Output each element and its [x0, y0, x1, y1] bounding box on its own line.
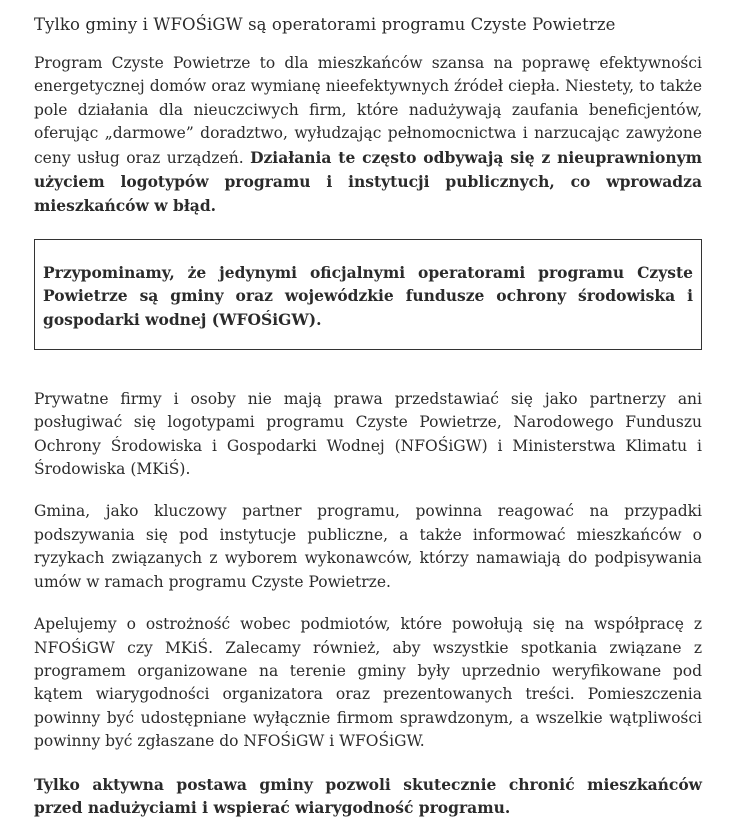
private-firms-paragraph: Prywatne firmy i osoby nie mają prawa przedstawiać się jako partnerzy ani posługiwać się logotypami programu Czyste Powietrze, Narodowego Funduszu Ochrony Środowiska i Gospodarki Wodnej (NFOŚiGW) i Ministerstwa Klimatu i Środowiska (MKiŚ). — [34, 389, 702, 479]
intro-paragraph-text: Program Czyste Powietrze to dla mieszkańców szansa na poprawę efektywności energetycznej domów oraz wymianę nieefektywnych źródeł ciepła. Niestety, to także pole działania dla nieuczciwych firm, które nadużywają zaufania beneficjentów, oferując „darmowe” doradztwo, wyłudzając pełnomocnictwa i narzucając zawyżone ceny usług oraz urządzeń. — [34, 54, 702, 167]
caution-appeal-paragraph: Apelujemy o ostrożność wobec podmiotów, które powołują się na współpracę z NFOŚiGW czy MKiŚ. Zalecamy również, aby wszystkie spotkania związane z programem organizowane na terenie gminy były uprzednio weryfikowane pod kątem wiarygodności organizatora oraz prezentowanych treści. Pomieszczenia powinny być udostępniane wyłącznie firmom sprawdzonym, a wszelkie wątpliwości powinny być zgłaszane do NFOŚiGW i WFOŚiGW. — [34, 615, 702, 751]
notice-box — [34, 239, 702, 350]
closing-paragraph: Tylko aktywna postawa gminy pozwoli skutecznie chronić mieszkańców przed nadużyciami i wspierać wiarygodność programu. — [34, 774, 702, 817]
municipality-role-paragraph: Gmina, jako kluczowy partner programu, powinna reagować na przypadki podszywania się pod instytucje publiczne, a także informować mieszkańców o ryzykach związanych z wyborem wykonawców, którzy namawiają do podpisywania umów w ramach programu Czyste Powietrze. — [34, 502, 702, 591]
document-title: Tylko gminy i WFOŚiGW są operatorami programu Czyste Powietrze — [34, 15, 616, 34]
intro-paragraph-bold-text: Działania te często odbywają się z nieuprawnionym użyciem logotypów programu i instytucji publicznych, co wprowadza mieszkańców w błąd. — [34, 147, 703, 216]
intro-paragraph — [34, 52, 702, 219]
document-body — [34, 14, 702, 819]
notice-text: Przypominamy, że jedynymi oficjalnymi operatorami programu Czyste Powietrze są gminy oraz wojewódzkie fundusze ochrony środowiska i gospodarki wodnej (WFOŚiGW). — [43, 262, 693, 329]
